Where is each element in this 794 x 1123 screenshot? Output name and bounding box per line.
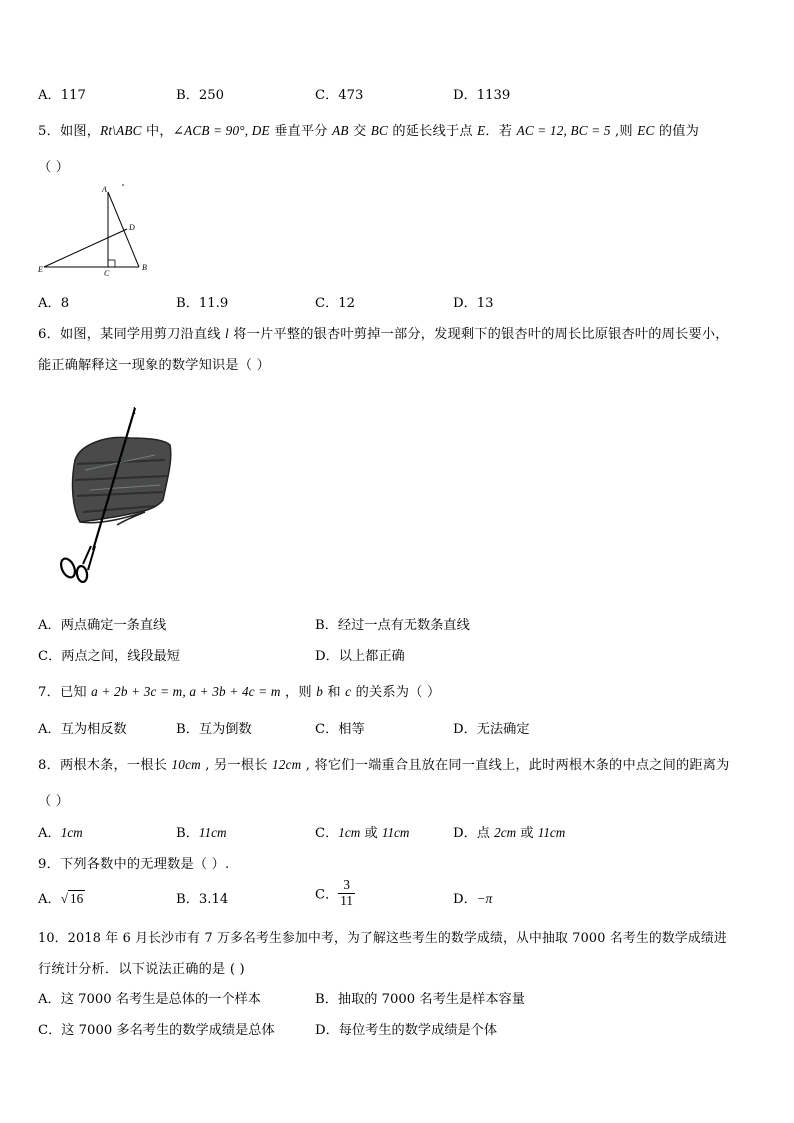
q6-option-a: A．两点确定一条直线 xyxy=(38,618,167,633)
q8-text: , 另一根长 xyxy=(200,758,272,773)
q8-text: 8．两根木条，一根长 xyxy=(38,758,172,773)
q8-option-b xyxy=(176,822,226,841)
q7-text: 7．已知 xyxy=(38,685,92,700)
q10-option-b: B．抽取的 7000 名考生是样本容量 xyxy=(315,992,525,1007)
q8-option-d-value1: 2cm xyxy=(494,825,517,840)
q5-text: 交 xyxy=(348,124,371,139)
q5-text: 如图， xyxy=(59,124,101,139)
q6-text: 6．如图，某同学用剪刀沿直线 xyxy=(38,327,226,342)
q4-option-b: B．250 xyxy=(176,88,225,103)
q5-math-ab: AB xyxy=(332,123,349,138)
q5-text: 的延长线于点 xyxy=(388,124,478,139)
q5-answer-bracket: （ ） xyxy=(38,160,70,175)
q8-math-12cm: 12cm xyxy=(271,757,302,772)
q9-fraction-numerator: 3 xyxy=(338,878,355,894)
q6-option-c: C．两点之间，线段最短 xyxy=(38,649,180,664)
q5-math-ec: EC xyxy=(637,123,655,138)
q9-fraction-denominator: 11 xyxy=(340,892,353,908)
q7-text: ，则 xyxy=(280,685,317,700)
q5-math-bc: BC xyxy=(370,123,389,138)
q9-option-d-label: D． xyxy=(453,892,477,907)
q9-option-a xyxy=(38,888,85,907)
q6-option-d: D．以上都正确 xyxy=(315,649,405,664)
q5-triangle-figure xyxy=(36,180,156,276)
q8-stem-line1 xyxy=(38,754,730,773)
q7-option-a: A．互为相反数 xyxy=(38,722,127,737)
q10-option-a: A．这 7000 名考生是总体的一个样本 xyxy=(38,992,261,1007)
q7-stem xyxy=(38,681,440,700)
q5-label-e: E xyxy=(38,265,43,274)
q9-option-c-label: C． xyxy=(315,887,339,903)
q6-math-l: l xyxy=(225,326,229,341)
q6-stem-line1 xyxy=(38,323,729,342)
q5-math-lengths: AC = 12, BC = 5 xyxy=(516,123,611,138)
q5-math-e: E xyxy=(477,123,486,138)
q4-option-d: D．1139 xyxy=(453,88,511,103)
q9-fraction xyxy=(338,878,355,908)
q8-option-a-label: A． xyxy=(38,826,61,841)
q8-option-d-label: D．点 xyxy=(453,826,495,841)
q8-option-a xyxy=(38,822,83,841)
q6-ginkgo-leaf-figure xyxy=(55,400,180,590)
q10-stem-line1: 10．2018 年 6 月长沙市有 7 万多名考生参加中考，为了解这些考生的数学成绩，从中抽取 7000 名考生的数学成绩进 xyxy=(38,931,727,946)
q5-text: ,则 xyxy=(610,124,638,139)
q8-option-c-value1: 1cm xyxy=(338,825,361,840)
q5-math-angle: ∠ACB = 90°, DE xyxy=(172,123,270,138)
q8-option-c-value2: 11cm xyxy=(381,825,410,840)
q9-sqrt-expression: √ 16 xyxy=(60,891,84,906)
q6-label-l: l xyxy=(133,405,137,417)
q5-label-a: A xyxy=(102,185,107,194)
q8-option-b-value: 11cm xyxy=(198,825,227,840)
q9-option-d-value: −π xyxy=(476,891,493,906)
q9-stem: 9．下列各数中的无理数是（ ）. xyxy=(38,857,230,872)
q5-label-c: C xyxy=(104,269,110,276)
q7-text: 和 xyxy=(322,685,346,700)
q7-option-b: B．互为倒数 xyxy=(176,722,252,737)
q9-option-c xyxy=(315,878,355,908)
q6-stem-line2: 能正确解释这一现象的数学知识是（ ） xyxy=(38,358,270,373)
q5-label-b: B xyxy=(142,263,147,272)
q7-text: 的关系为（ ） xyxy=(351,685,441,700)
q5-option-a: A．8 xyxy=(38,296,70,311)
q8-option-d-or: 或 xyxy=(516,826,538,841)
q8-option-b-label: B． xyxy=(176,826,199,841)
q5-math-triangle: Rt\ABC xyxy=(100,123,142,138)
q8-option-a-value: 1cm xyxy=(60,825,83,840)
q7-math-equations: a + 2b + 3c = m, a + 3b + 4c = m xyxy=(91,684,281,699)
q4-option-c: C．473 xyxy=(315,88,364,103)
q8-option-c-label: C． xyxy=(315,826,339,841)
q5-stem xyxy=(38,120,699,139)
q5-label-d: D xyxy=(129,223,135,232)
q10-stem-line2: 行统计分析．以下说法正确的是 ( ) xyxy=(38,962,245,977)
q10-option-c: C．这 7000 多名考生的数学成绩是总体 xyxy=(38,1023,275,1038)
q9-radicand: 16 xyxy=(69,891,84,906)
q5-text: 垂直平分 xyxy=(269,124,333,139)
q4-option-a: A．117 xyxy=(38,88,86,103)
q5-text: 的值为 xyxy=(654,124,700,139)
q8-option-d xyxy=(453,822,565,841)
q7-option-c: C．相等 xyxy=(315,722,365,737)
q5-text: 中， xyxy=(141,124,173,139)
q8-text: , 将它们一端重合且放在同一直线上，此时两根木条的中点之间的距离为 xyxy=(301,758,730,773)
q7-option-d: D．无法确定 xyxy=(453,722,530,737)
q5-option-d: D．13 xyxy=(453,296,494,311)
q8-option-c xyxy=(315,822,409,841)
q5-text: ．若 xyxy=(485,124,517,139)
q9-option-d xyxy=(453,888,492,907)
q7-math-b: b xyxy=(316,684,323,699)
q8-option-c-or: 或 xyxy=(360,826,382,841)
q6-text: 将一片平整的银杏叶剪掉一部分，发现剩下的银杏叶的周长比原银杏叶的周长要小， xyxy=(228,327,729,342)
q8-math-10cm: 10cm xyxy=(171,757,201,772)
q8-option-d-value2: 11cm xyxy=(537,825,566,840)
q7-math-c: c xyxy=(345,684,352,699)
q5-option-c: C．12 xyxy=(315,296,356,311)
q5-number: 5． xyxy=(38,124,60,139)
q9-option-b: B．3.14 xyxy=(176,892,229,907)
q5-option-b: B．11.9 xyxy=(176,296,229,311)
q6-option-b: B．经过一点有无数条直线 xyxy=(315,618,470,633)
q9-option-a-label: A． xyxy=(38,892,61,907)
q10-option-d: D．每位考生的数学成绩是个体 xyxy=(315,1023,498,1038)
q8-answer-bracket: （ ） xyxy=(38,794,70,809)
